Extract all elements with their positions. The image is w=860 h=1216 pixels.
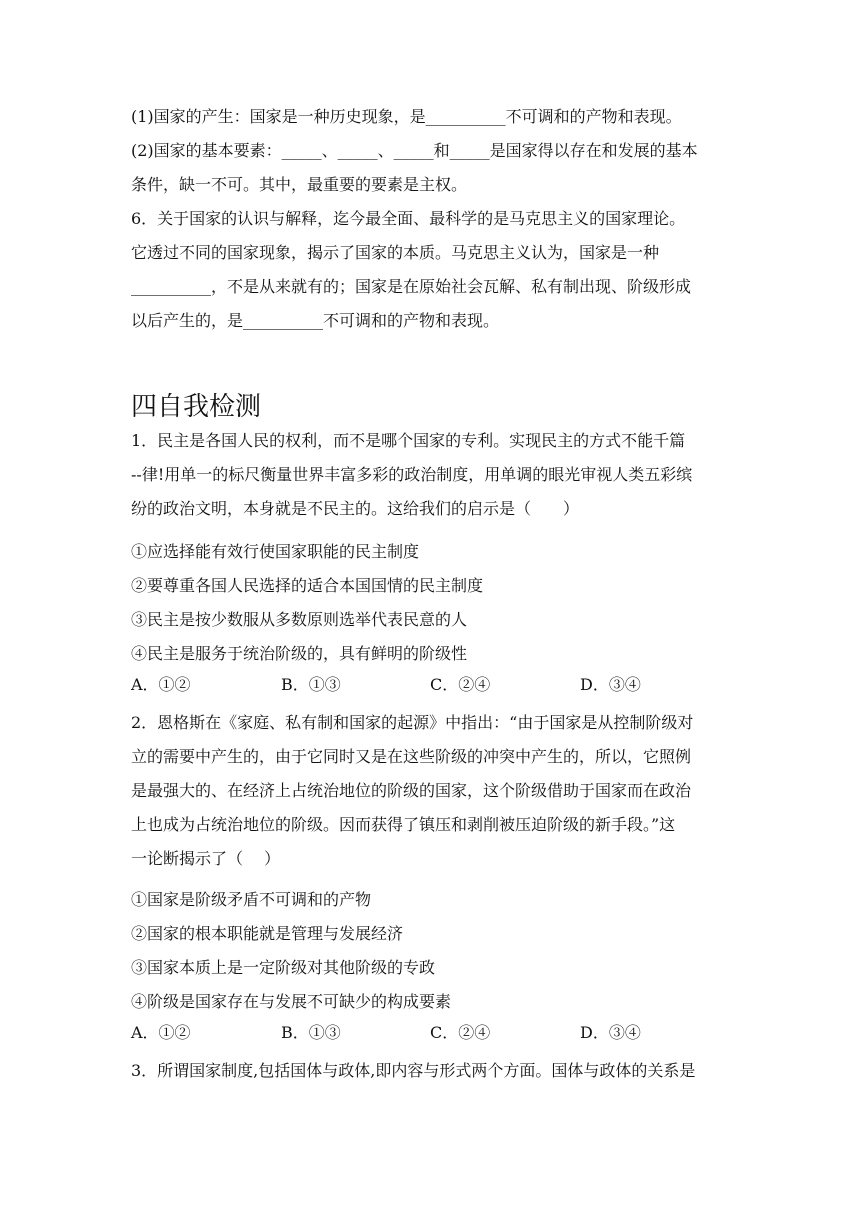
q6-line-1: 6．关于国家的认识与解释，迄今最全面、最科学的是马克思主义的国家理论。 [131, 209, 686, 228]
q2-stem-line-4: 上也成为占统治地位的阶级。因而获得了镇压和剥削被压迫阶级的新手段。”这 [131, 815, 676, 834]
q1-stem-line-2: --律!用单一的标尺衡量世界丰富多彩的政治制度，用单调的眼光审视人类五彩缤 [131, 465, 693, 484]
q1-option-a[interactable]: A．①② [131, 675, 191, 694]
q2-stem-line-2: 立的需要中产生的，由于它同时又是在这些阶级的冲突中产生的，所以，它照例 [131, 747, 692, 766]
q2-statement-2: ②国家的根本职能就是管理与发展经济 [131, 924, 404, 943]
state-elements-line: (2)国家的基本要素：_____、_____、_____和_____是国家得以存在和发展的基本 [131, 141, 698, 160]
q2-option-d[interactable]: D．③④ [580, 1023, 641, 1042]
q6-line-2: 它透过不同的国家现象，揭示了国家的本质。马克思主义认为，国家是一种 [131, 243, 660, 262]
q2-stem-line-1: 2．恩格斯在《家庭、私有制和国家的起源》中指出：“由于国家是从控制阶级对 [131, 713, 694, 732]
q3-stem-line-1: 3．所谓国家制度,包括国体与政体,即内容与形式两个方面。国体与政体的关系是 [131, 1061, 696, 1080]
q1-option-c[interactable]: C．②④ [430, 675, 491, 694]
q1-answer-options [131, 672, 691, 698]
q1-option-b[interactable]: B．①③ [281, 675, 341, 694]
q1-stem-line-3: 纷的政治文明，本身就是不民主的。这给我们的启示是（ ） [131, 499, 580, 518]
q2-stem-line-5: 一论断揭示了（ ） [131, 849, 281, 868]
state-elements-line-cont: 条件，缺一不可。其中，最重要的要素是主权。 [131, 175, 468, 194]
q2-statement-4: ④阶级是国家存在与发展不可缺少的构成要素 [131, 992, 452, 1011]
section-heading: 四自我检测 [131, 392, 262, 422]
q2-answer-options [131, 1020, 691, 1046]
q2-stem-line-3: 是最强大的、在经济上占统治地位的阶级的国家，这个阶级借助于国家而在政治 [131, 781, 692, 800]
q2-option-a[interactable]: A．①② [131, 1023, 191, 1042]
q1-stem-line-1: 1．民主是各国人民的权利，而不是哪个国家的专利。实现民主的方式不能千篇 [131, 431, 686, 450]
q1-statement-2: ②要尊重各国人民选择的适合本国国情的民主制度 [131, 576, 484, 595]
q2-option-c[interactable]: C．②④ [430, 1023, 491, 1042]
state-origin-line: (1)国家的产生：国家是一种历史现象，是__________不可调和的产物和表现。 [131, 107, 682, 126]
q1-statement-1: ①应选择能有效行使国家职能的民主制度 [131, 542, 420, 561]
q2-statement-1: ①国家是阶级矛盾不可调和的产物 [131, 890, 372, 909]
q6-line-3: __________，不是从来就有的；国家是在原始社会瓦解、私有制出现、阶级形成 [131, 277, 692, 296]
q1-statement-3: ③民主是按少数服从多数原则选举代表民意的人 [131, 610, 468, 629]
q1-option-d[interactable]: D．③④ [580, 675, 641, 694]
q2-statement-3: ③国家本质上是一定阶级对其他阶级的专政 [131, 958, 436, 977]
q2-option-b[interactable]: B．①③ [281, 1023, 341, 1042]
q6-line-4: 以后产生的，是__________不可调和的产物和表现。 [131, 311, 500, 330]
q1-statement-4: ④民主是服务于统治阶级的，具有鲜明的阶级性 [131, 644, 468, 663]
